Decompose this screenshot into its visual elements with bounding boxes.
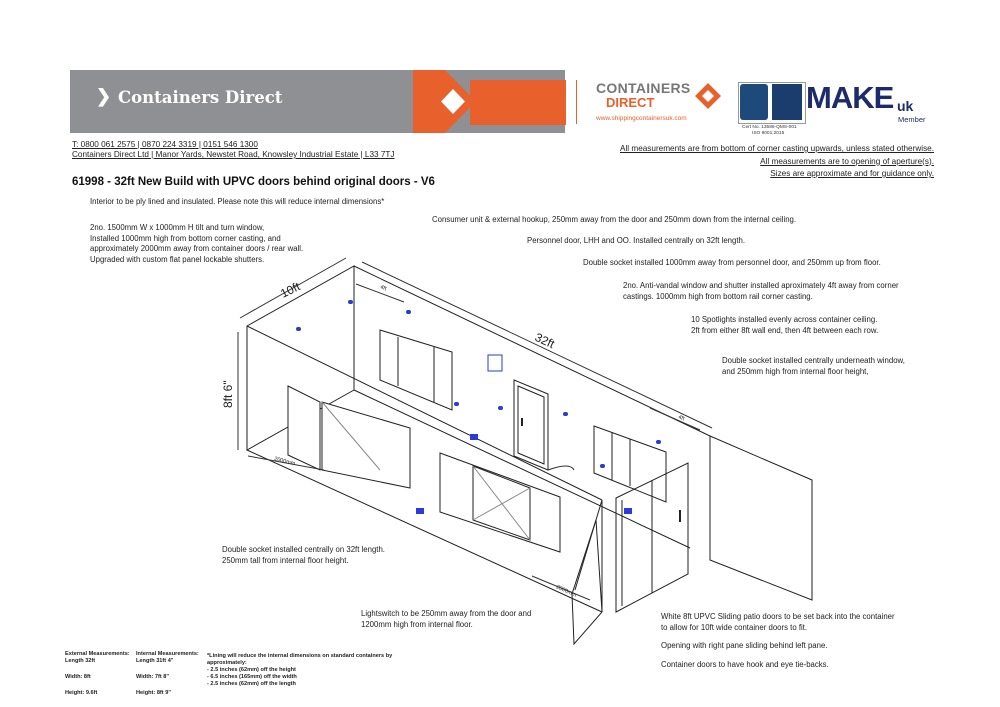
container-door-left (572, 520, 602, 644)
antivandal-note-line: castings. 1000mm high from bottom rail corner casting. (623, 291, 813, 301)
measurement-note: All measurements are to opening of aperture(s). (760, 156, 934, 166)
measurement-note: Sizes are approximate and for guidance only. (770, 169, 934, 178)
lining-reduction-item: - 2.5 inches (62mm) off the length (207, 681, 296, 687)
int-title: Internal Measurements: (136, 651, 199, 657)
window-note-line: approximately 2000mm away from container doors / rear wall. (90, 244, 304, 253)
socket-window-note-line: Double socket installed centrally underneath window, (722, 356, 905, 365)
spotlight-icon (563, 412, 568, 416)
patio-note-line: Container doors to have hook and eye tie-backs. (661, 659, 829, 669)
dim-label-4ft: 4ft (677, 414, 686, 423)
int-width: Width: 7ft 8" (136, 674, 170, 680)
consumer-unit-note: Consumer unit & external hookup, 250mm away from the door and 250mm down from the internal ceiling. (432, 215, 797, 224)
spotlight-icon (454, 402, 459, 406)
dim-label-2000mm: 2000mm (273, 456, 296, 468)
window-note-line: Installed 1000mm high from bottom corner casting, and (90, 233, 281, 243)
ext-title: External Measurements: (65, 651, 130, 657)
brand-name: Containers Direct (118, 88, 283, 107)
lining-note: Interior to be ply lined and insulated. Please note this will reduce internal dimensions* (90, 197, 385, 206)
spotlight-icon (498, 406, 503, 410)
lightswitch-note-line: 1200mm high from internal floor. (361, 619, 473, 629)
partner-logo-line2: DIRECT (606, 95, 655, 110)
personnel-door-note: Personnel door, LHH and OO. Installed centrally on 32ft length. (527, 236, 746, 245)
socket-icon (624, 508, 632, 514)
container-door-right (710, 436, 812, 600)
socket-window-note-line: and 250mm high from internal floor height, (722, 366, 869, 376)
make-uk-member: Member (898, 115, 926, 124)
int-height: Height: 8ft 9" (136, 690, 171, 696)
make-uk-logo: MAKE (806, 80, 894, 115)
socket-central-note-line: 250mm tall from internal floor height. (222, 555, 349, 565)
dim-label-4ft: 4ft (379, 284, 388, 293)
patio-note-line: Opening with right pane sliding behind left pane. (661, 641, 828, 650)
page-title: 61998 - 32ft New Build with UPVC doors behind original doors - V6 (72, 176, 435, 188)
spotlight-icon (348, 300, 353, 304)
dim-32ft (362, 262, 712, 428)
dim-label-length: 32ft (532, 330, 557, 352)
chevron-right-icon: ❯ (96, 86, 112, 106)
lining-reduction-title: *Lining will reduce the internal dimensions on standard containers by (207, 653, 393, 659)
cert-number: Cert No. 13586-QMS-001 (742, 125, 797, 130)
partner-url: www.shippingcontainersuk.com (596, 115, 687, 122)
dim-label-2000mm: 2000mm (555, 584, 578, 599)
socket-door-note: Double socket installed 1000mm away from personnel door, and 250mm up from floor. (583, 258, 881, 267)
internal-measurements (136, 651, 206, 697)
end-window-right (322, 402, 410, 488)
door-swing-arc (548, 466, 574, 470)
consumer-unit-icon (488, 355, 502, 371)
measurement-note: All measurements are from bottom of corner casting upwards, unless stated otherwise. (620, 144, 934, 153)
end-window-shutter (380, 330, 452, 410)
socket-icon (470, 434, 478, 440)
spotlights-note-line: 10 Spotlights installed evenly across container ceiling. (691, 315, 878, 324)
int-length: Length 31ft 4" (136, 658, 174, 664)
external-measurements (65, 651, 135, 697)
lining-reduction-item: - 2.5 inches (62mm) off the height (207, 667, 296, 673)
lining-reduction-subtitle: approximately: (207, 660, 247, 666)
spotlights-note-line: 2ft from either 8ft wall end, then 4ft between each row. (691, 325, 879, 335)
window-note-line: 2no. 1500mm W x 1000mm H tilt and turn window, (90, 223, 265, 232)
spotlight-icon (406, 310, 411, 314)
partner-logo-line1: CONTAINERS (596, 80, 691, 96)
socket-icon (416, 508, 424, 514)
contact-phones: T: 0800 061 2575 | 0870 224 3319 | 0151 546 1300 (72, 140, 258, 149)
spotlight-icon (600, 464, 605, 468)
personnel-door (514, 380, 548, 470)
contact-address: Containers Direct Ltd | Manor Yards, Newstet Road, Knowsley Industrial Estate | L33 7TJ (72, 150, 395, 159)
spotlight-icon (656, 440, 661, 444)
window-note-line: Upgraded with custom flat panel lockable shutters. (90, 254, 265, 264)
lightswitch-note-line: Lightswitch to be 250mm away from the door and (361, 609, 532, 618)
socket-central-note-line: Double socket installed centrally on 32ft length. (222, 545, 385, 554)
patio-note-line: White 8ft UPVC Sliding patio doors to be set back into the container (661, 612, 895, 621)
make-uk-suffix: uk (897, 98, 914, 114)
dim-label-height: 8ft 6" (221, 380, 235, 408)
patio-note-line: to allow for 10ft wide container doors to fit. (661, 622, 808, 632)
ext-width: Width: 8ft (65, 674, 91, 680)
antivandal-note-line: 2no. Anti-vandal window and shutter installed aproximately 4ft away from corner (623, 281, 899, 290)
lining-reduction-item: - 6.5 inches (165mm) off the width (207, 674, 297, 680)
ext-length: Length 32ft (65, 658, 96, 664)
cert-standard: ISO 9001:2015 (752, 131, 785, 136)
lining-reduction-note (207, 653, 392, 688)
dim-label-width: 10ft (278, 279, 303, 301)
end-window (288, 386, 320, 470)
spotlight-icon (296, 327, 301, 331)
ext-height: Height: 9.6ft (65, 690, 98, 696)
